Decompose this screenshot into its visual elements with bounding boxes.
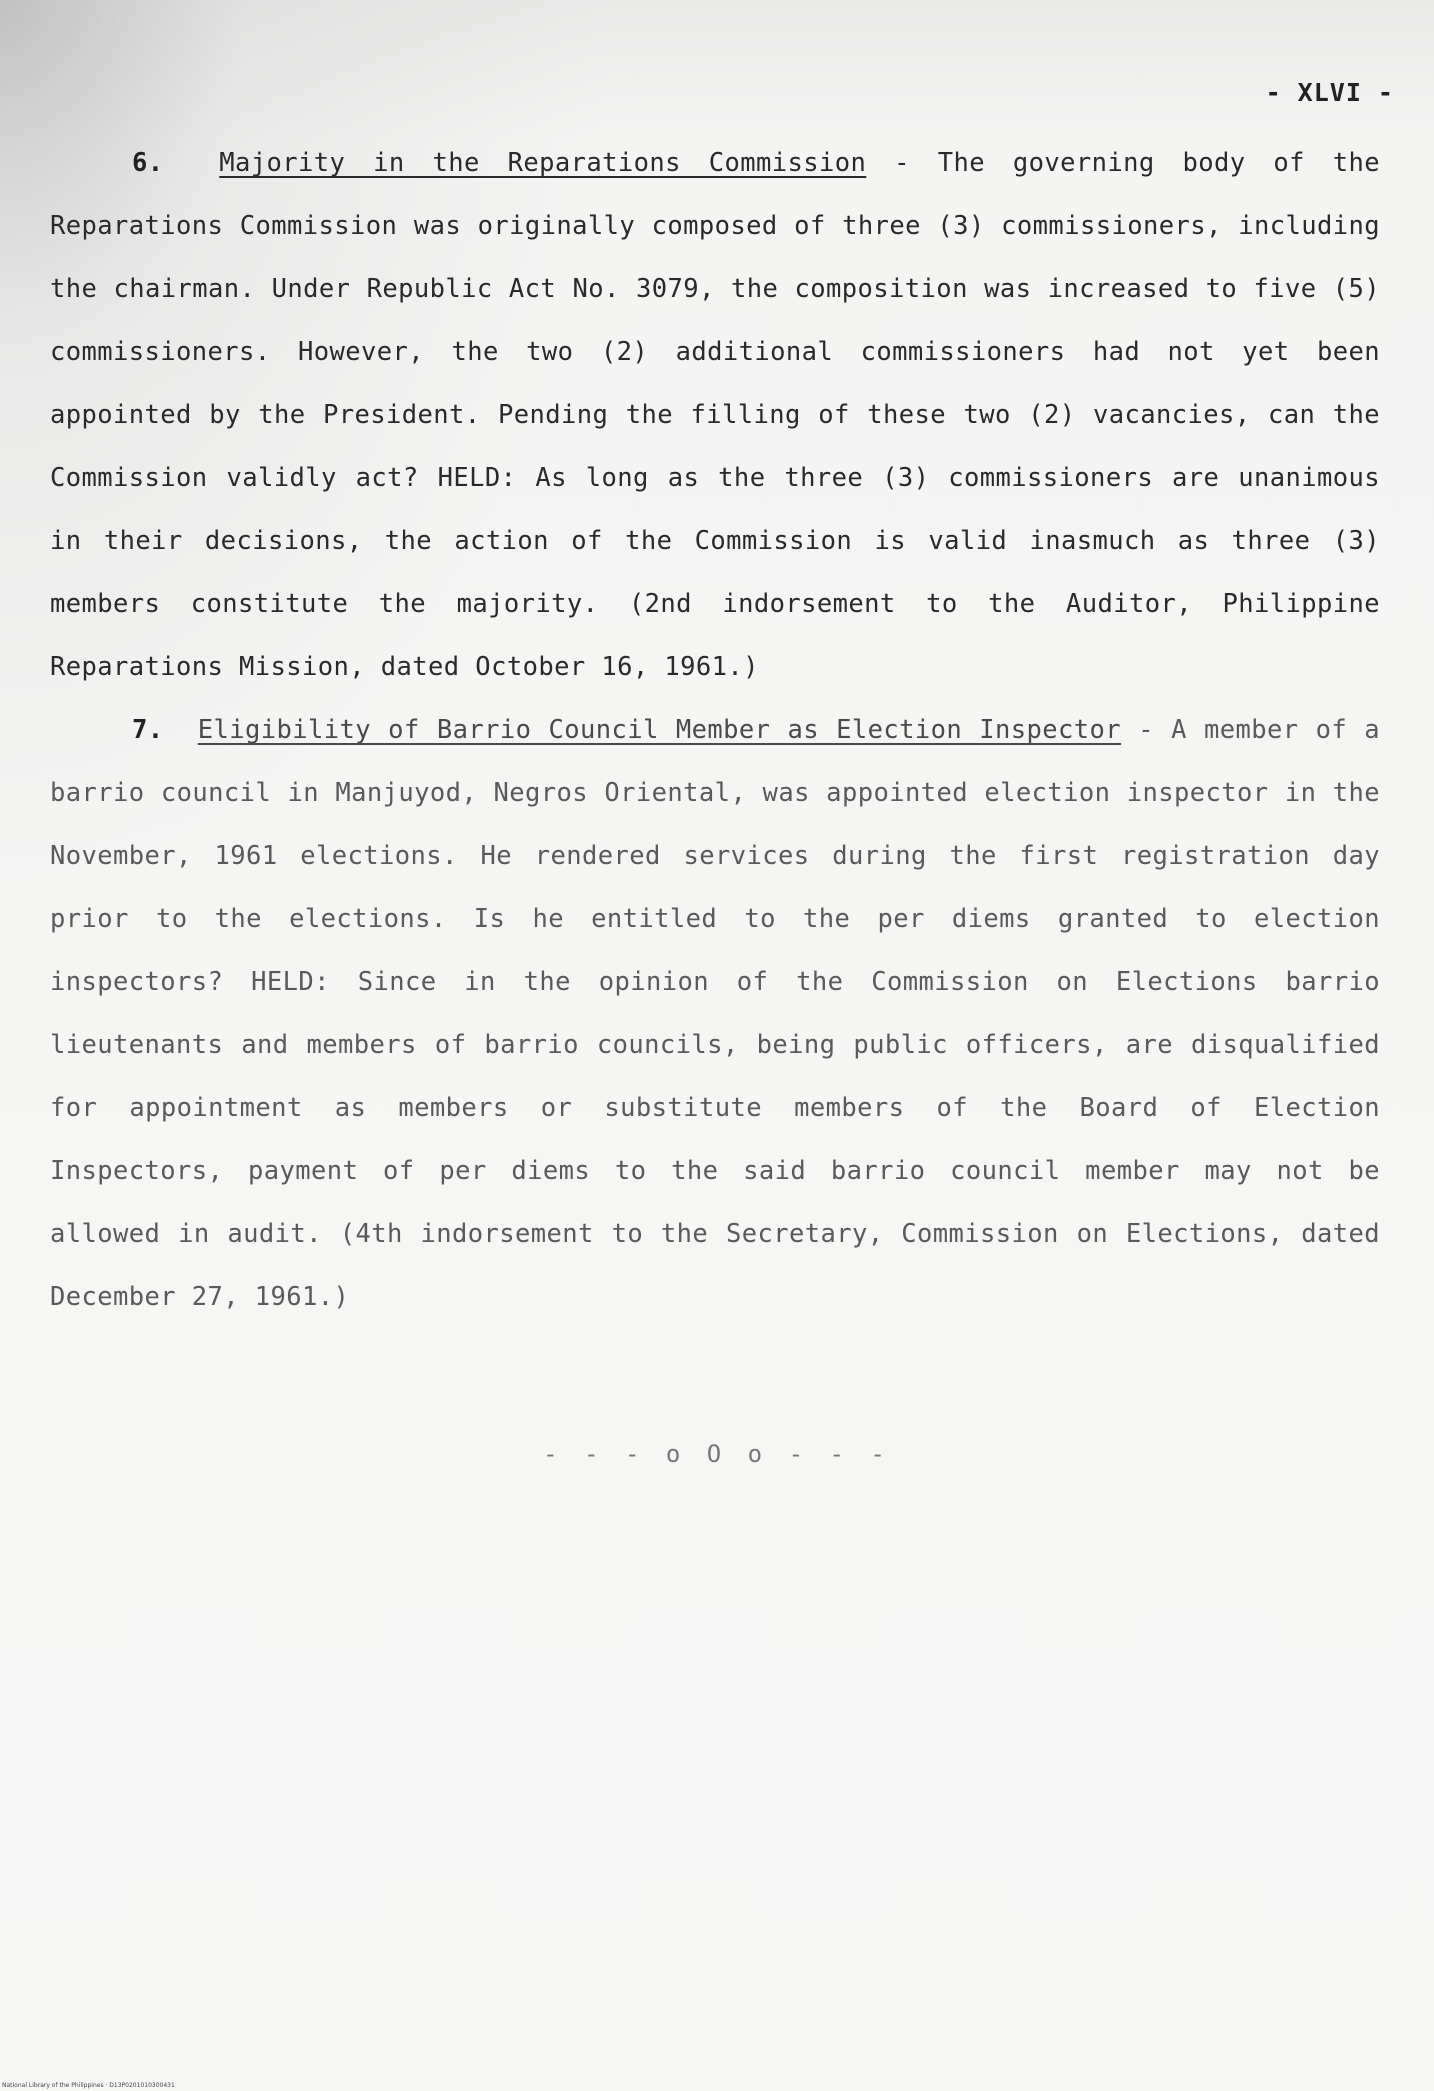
archive-footer-note: National Library of the Philippines · D13P0201010300431 — [2, 2082, 175, 2089]
page-number: - XLVI - — [1265, 78, 1394, 107]
paragraph-title: Eligibility of Barrio Council Member as Election Inspector — [197, 715, 1122, 745]
paragraph-number: 7. — [132, 715, 164, 745]
paragraph-text: - The governing body of the Reparations Commission was originally composed of three (3) commissioners, including the chairman. Under Republic Act No. 3079, the composition was increased to five (5) commissioners. However, the two (2) additional commissioners had not yet been appointed by the President. Pending the filling of these two (2) vacancies, can the Commission validly act? HELD: As long as the three (3) commissioners are unanimous in their decisions, the action of the Commission is valid inasmuch as three (3) members constitute the majority. (2nd indorsement to the Auditor, Philippine Reparations Mission, dated October 16, 1961.) — [50, 148, 1380, 682]
document-body — [50, 132, 1380, 1329]
paragraph-title: Majority in the Reparations Commission — [219, 148, 867, 178]
paragraph-6 — [50, 132, 1380, 699]
end-of-section-mark: - - - o O o - - - — [543, 1440, 891, 1468]
paragraph-text: - A member of a barrio council in Manjuyod, Negros Oriental, was appointed election inspector in the November, 1961 elections. He rendered services during the first registration day prior to the elections. Is he entitled to the per diems granted to election inspectors? HELD: Since in the opinion of the Commission on Elections barrio lieutenants and members of barrio councils, being public officers, are disqualified for appointment as members or substitute members of the Board of Election Inspectors, payment of per diems to the said barrio council member may not be allowed in audit. (4th indorsement to the Secretary, Commission on Elections, dated December 27, 1961.) — [50, 715, 1380, 1312]
paragraph-7 — [50, 699, 1380, 1329]
paragraph-number: 6. — [132, 148, 164, 178]
